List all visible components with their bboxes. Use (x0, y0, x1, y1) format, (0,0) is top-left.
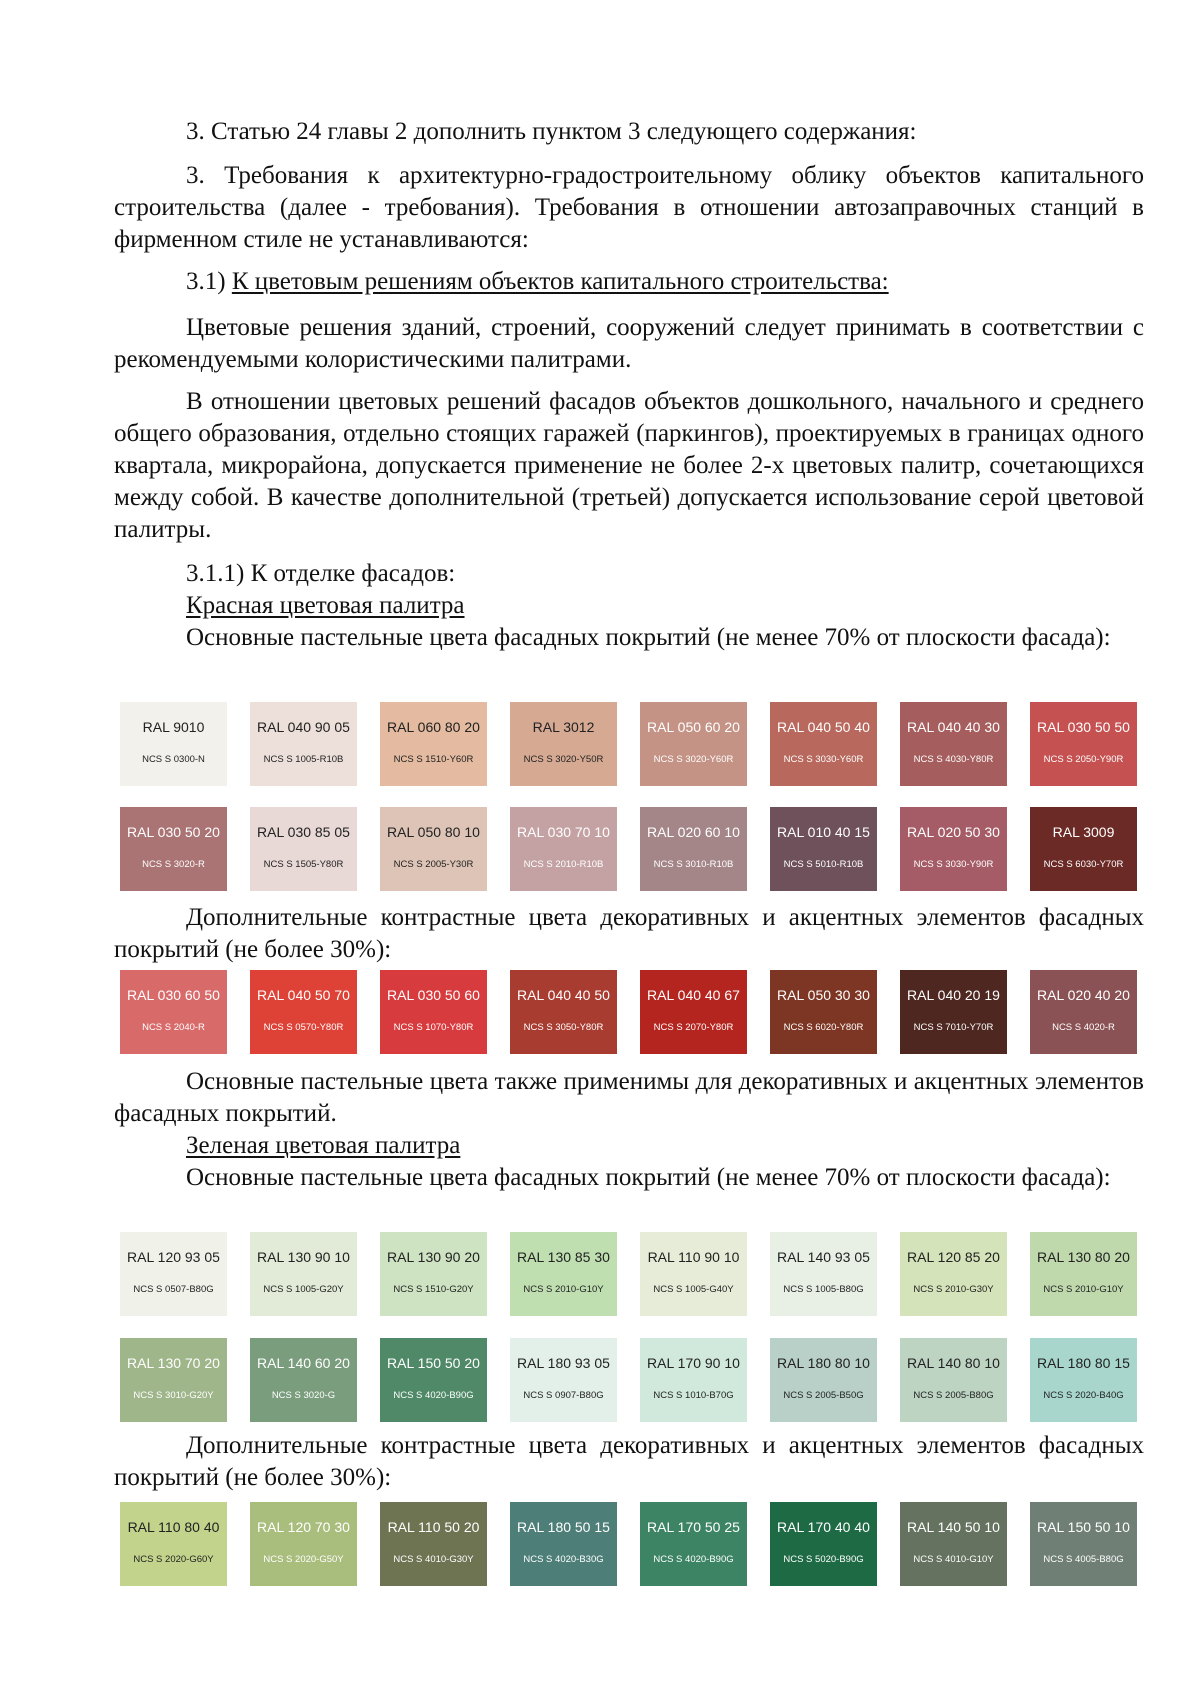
ral-code: RAL 040 20 19 (907, 986, 1000, 1003)
ncs-code: NCS S 2070-Y80R (653, 1021, 734, 1033)
color-swatch (510, 702, 617, 786)
ncs-code: NCS S 3010-G20Y (133, 1389, 214, 1401)
color-swatch (900, 1502, 1007, 1586)
ral-code: RAL 110 90 10 (647, 1248, 740, 1265)
color-swatch (380, 1338, 487, 1422)
ncs-code: NCS S 6020-Y80R (783, 1021, 864, 1033)
color-swatch (640, 1232, 747, 1316)
ncs-code: NCS S 3020-R (142, 858, 205, 870)
ral-code: RAL 030 50 50 (1037, 718, 1130, 735)
color-swatch (380, 970, 487, 1054)
color-swatch (250, 807, 357, 891)
ncs-code: NCS S 2005-Y30R (393, 858, 474, 870)
color-swatch (900, 807, 1007, 891)
color-swatch (900, 1338, 1007, 1422)
ncs-code: NCS S 0300-N (142, 753, 205, 765)
ncs-code: NCS S 6030-Y70R (1043, 858, 1124, 870)
color-swatch (1030, 1232, 1137, 1316)
color-swatch (380, 807, 487, 891)
color-swatch (1030, 970, 1137, 1054)
ral-code: RAL 030 85 05 (257, 823, 350, 840)
ral-code: RAL 060 80 20 (387, 718, 480, 735)
ral-code: RAL 140 93 05 (777, 1248, 870, 1265)
ncs-code: NCS S 2050-Y90R (1043, 753, 1124, 765)
green-extra-colors-text: Дополнительные контрастные цвета декоративных и акцентных элементов фасадных покрытий (не более 30%): (114, 1432, 1144, 1491)
ncs-code: NCS S 2040-R (142, 1021, 205, 1033)
color-swatch (900, 702, 1007, 786)
ral-code: RAL 020 50 30 (907, 823, 1000, 840)
ral-code: RAL 3012 (532, 718, 595, 735)
ncs-code: NCS S 2005-B80G (913, 1389, 994, 1401)
color-swatch (640, 807, 747, 891)
ral-code: RAL 030 50 60 (387, 986, 480, 1003)
ral-code: RAL 040 50 70 (257, 986, 350, 1003)
ral-code: RAL 020 40 20 (1037, 986, 1130, 1003)
color-swatch (770, 1338, 877, 1422)
ral-code: RAL 040 50 40 (777, 718, 870, 735)
red-extra-colors-text: Дополнительные контрастные цвета декоративных и акцентных элементов фасадных покрытий (не более 30%): (114, 904, 1144, 963)
color-swatch (250, 1232, 357, 1316)
color-swatch (380, 702, 487, 786)
ral-code: RAL 020 60 10 (647, 823, 740, 840)
ral-code: RAL 050 80 10 (387, 823, 480, 840)
ncs-code: NCS S 4010-G30Y (393, 1553, 474, 1565)
ncs-code: NCS S 3020-Y60R (653, 753, 734, 765)
green-palette-title: Зеленая цветовая палитра (186, 1132, 461, 1159)
color-swatch (770, 1232, 877, 1316)
ncs-code: NCS S 0570-Y80R (263, 1021, 344, 1033)
color-swatch (510, 807, 617, 891)
ral-code: RAL 150 50 20 (387, 1354, 480, 1371)
red-main-colors-text: Основные пастельные цвета фасадных покрытий (не менее 70% от плоскости фасада): (186, 624, 1111, 651)
ncs-code: NCS S 2010-G10Y (523, 1283, 604, 1295)
color-swatch (250, 1338, 357, 1422)
ncs-code: NCS S 2020-B40G (1043, 1389, 1124, 1401)
ral-code: RAL 170 40 40 (777, 1518, 870, 1535)
red-main-swatches-row-1 (120, 702, 1140, 786)
color-swatch (640, 1502, 747, 1586)
ral-code: RAL 130 80 20 (1037, 1248, 1130, 1265)
ral-code: RAL 140 80 10 (907, 1354, 1000, 1371)
ncs-code: NCS S 2010-G10Y (1043, 1283, 1124, 1295)
ral-code: RAL 130 90 20 (387, 1248, 480, 1265)
ncs-code: NCS S 0907-B80G (523, 1389, 604, 1401)
ral-code: RAL 9010 (142, 718, 205, 735)
ncs-code: NCS S 5020-B90G (783, 1553, 864, 1565)
color-swatch (250, 702, 357, 786)
color-swatch (510, 1232, 617, 1316)
paragraph-schools-garages: В отношении цветовых решений фасадов объектов дошкольного, начального и среднего общего образования, отдельно стоящих гаражей (паркингов), проектируемых в границах одного квартала, микрорайона, допускается применение не более 2-х цветовых палитр, сочетающихся между собой. В качестве дополнительной (третьей) допускается использование серой цветовой палитры. (114, 388, 1144, 543)
ncs-code: NCS S 1070-Y80R (393, 1021, 474, 1033)
green-main-colors-text: Основные пастельные цвета фасадных покрытий (не менее 70% от плоскости фасада): (186, 1164, 1111, 1191)
color-swatch (1030, 702, 1137, 786)
ral-code: RAL 110 50 20 (387, 1518, 480, 1535)
ncs-code: NCS S 4020-B90G (393, 1389, 474, 1401)
ral-code: RAL 150 50 10 (1037, 1518, 1130, 1535)
color-swatch (120, 1338, 227, 1422)
color-swatch (770, 807, 877, 891)
ral-code: RAL 030 60 50 (127, 986, 220, 1003)
ral-code: RAL 180 50 15 (517, 1518, 610, 1535)
ral-code: RAL 140 60 20 (257, 1354, 350, 1371)
ncs-code: NCS S 1005-G40Y (653, 1283, 734, 1295)
color-swatch (120, 807, 227, 891)
paragraph-amendment: 3. Статью 24 главы 2 дополнить пунктом 3 следующего содержания: (186, 118, 917, 145)
ral-code: RAL 170 90 10 (647, 1354, 740, 1371)
ral-code: RAL 040 40 30 (907, 718, 1000, 735)
ral-code: RAL 180 93 05 (517, 1354, 610, 1371)
ral-code: RAL 040 40 67 (647, 986, 740, 1003)
ral-code: RAL 050 30 30 (777, 986, 870, 1003)
ncs-code: NCS S 2020-G50Y (263, 1553, 344, 1565)
ral-code: RAL 130 85 30 (517, 1248, 610, 1265)
color-swatch (510, 970, 617, 1054)
ncs-code: NCS S 3010-R10B (653, 858, 734, 870)
ral-code: RAL 040 40 50 (517, 986, 610, 1003)
ral-code: RAL 3009 (1052, 823, 1115, 840)
ncs-code: NCS S 1005-B80G (783, 1283, 864, 1295)
color-swatch (380, 1502, 487, 1586)
ncs-code: NCS S 3030-Y90R (913, 858, 994, 870)
paragraph-requirements: 3. Требования к архитектурно-градостроительному облику объектов капитального строительства (далее - требования). Требования в отношении автозаправочных станций в фирменном стиле не устанавливаются: (114, 162, 1144, 253)
color-swatch (510, 1502, 617, 1586)
paragraph-facade-finish: 3.1.1) К отделке фасадов: (186, 560, 456, 587)
color-swatch (770, 702, 877, 786)
ncs-code: NCS S 2005-B50G (783, 1389, 864, 1401)
color-swatch (640, 970, 747, 1054)
green-main-swatches-row-1 (120, 1232, 1140, 1316)
color-swatch (900, 1232, 1007, 1316)
ral-code: RAL 120 70 30 (257, 1518, 350, 1535)
color-swatch (770, 970, 877, 1054)
ral-code: RAL 030 50 20 (127, 823, 220, 840)
color-swatch (1030, 807, 1137, 891)
ral-code: RAL 040 90 05 (257, 718, 350, 735)
color-swatch (120, 970, 227, 1054)
ral-code: RAL 180 80 15 (1037, 1354, 1130, 1371)
ral-code: RAL 180 80 10 (777, 1354, 870, 1371)
clause-number: 3.1) (186, 268, 232, 295)
ral-code: RAL 130 70 20 (127, 1354, 220, 1371)
color-swatch (510, 1338, 617, 1422)
ncs-code: NCS S 7010-Y70R (913, 1021, 994, 1033)
ncs-code: NCS S 4020-B30G (523, 1553, 604, 1565)
ncs-code: NCS S 3020-G (271, 1389, 336, 1401)
color-swatch (120, 1232, 227, 1316)
ncs-code: NCS S 3030-Y60R (783, 753, 864, 765)
green-extra-swatches (120, 1502, 1140, 1586)
color-swatch (380, 1232, 487, 1316)
color-swatch (250, 1502, 357, 1586)
ncs-code: NCS S 4010-G10Y (913, 1553, 994, 1565)
color-swatch (120, 1502, 227, 1586)
ncs-code: NCS S 1510-G20Y (393, 1283, 474, 1295)
ncs-code: NCS S 1005-G20Y (263, 1283, 344, 1295)
red-extra-swatches (120, 970, 1140, 1054)
ncs-code: NCS S 0507-B80G (133, 1283, 214, 1295)
ncs-code: NCS S 2010-G30Y (913, 1283, 994, 1295)
red-main-swatches-row-2 (120, 807, 1140, 891)
ral-code: RAL 120 85 20 (907, 1248, 1000, 1265)
ncs-code: NCS S 2020-G60Y (133, 1553, 214, 1565)
paragraph-color-solutions-heading (114, 266, 1144, 298)
color-swatch (120, 702, 227, 786)
ral-code: RAL 170 50 25 (647, 1518, 740, 1535)
color-swatch (1030, 1338, 1137, 1422)
ncs-code: NCS S 4005-B80G (1043, 1553, 1124, 1565)
ncs-code: NCS S 2010-R10B (523, 858, 604, 870)
ral-code: RAL 050 60 20 (647, 718, 740, 735)
ral-code: RAL 120 93 05 (127, 1248, 220, 1265)
ral-code: RAL 030 70 10 (517, 823, 610, 840)
ncs-code: NCS S 1505-Y80R (263, 858, 344, 870)
color-swatch (900, 970, 1007, 1054)
ncs-code: NCS S 4020-B90G (653, 1553, 734, 1565)
color-swatch (1030, 1502, 1137, 1586)
ral-code: RAL 110 80 40 (127, 1518, 220, 1535)
green-main-swatches-row-2 (120, 1338, 1140, 1422)
ncs-code: NCS S 1510-Y60R (393, 753, 474, 765)
color-swatch (640, 1338, 747, 1422)
ral-code: RAL 140 50 10 (907, 1518, 1000, 1535)
color-swatch (250, 970, 357, 1054)
ral-code: RAL 010 40 15 (777, 823, 870, 840)
ncs-code: NCS S 5010-R10B (783, 858, 864, 870)
red-palette-title: Красная цветовая палитра (186, 592, 465, 619)
color-swatch (770, 1502, 877, 1586)
ncs-code: NCS S 1010-B70G (653, 1389, 734, 1401)
paragraph-palettes: Цветовые решения зданий, строений, сооружений следует принимать в соответствии с рекомендуемыми колористическими палитрами. (114, 314, 1144, 373)
ncs-code: NCS S 1005-R10B (263, 753, 344, 765)
ral-code: RAL 130 90 10 (257, 1248, 350, 1265)
color-swatch (640, 702, 747, 786)
ncs-code: NCS S 4030-Y80R (913, 753, 994, 765)
clause-heading-link: К цветовым решениям объектов капитального строительства: (231, 268, 889, 295)
red-note-text: Основные пастельные цвета также применимы для декоративных и акцентных элементов фасадных покрытий. (114, 1068, 1144, 1127)
ncs-code: NCS S 3020-Y50R (523, 753, 604, 765)
ncs-code: NCS S 3050-Y80R (523, 1021, 604, 1033)
ncs-code: NCS S 4020-R (1052, 1021, 1115, 1033)
